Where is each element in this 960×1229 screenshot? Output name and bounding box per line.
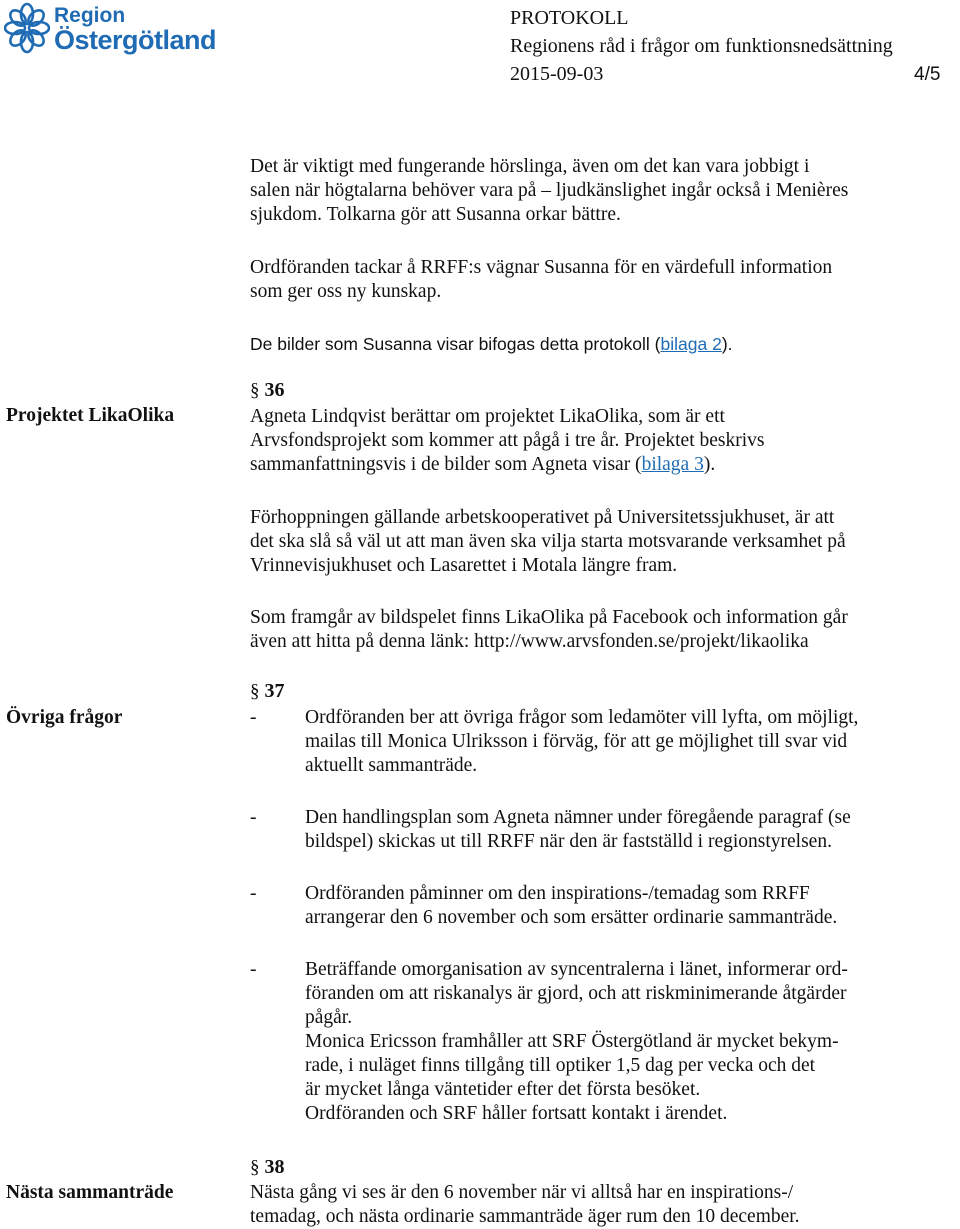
text-line: rade, i nuläget finns tillgång till optiker 1,5 dag per vecka och det [305, 1055, 816, 1076]
page-number: 4/5 [914, 64, 941, 85]
section-symbol: § [250, 380, 260, 401]
section-symbol: § [250, 1157, 260, 1178]
text-line: Vrinnevisjukhuset och Lasarettet i Motala längre fram. [250, 555, 678, 576]
text-line: temadag, och nästa ordinarie sammanträde äger rum den 10 december. [250, 1206, 800, 1227]
text-line: sammanfattningsvis i de bilder som Agneta visar (bilaga 3). [250, 454, 716, 475]
region-logo [4, 2, 217, 58]
text-line: Den handlingsplan som Agneta nämner under föregående paragraf (se [305, 807, 851, 828]
text-line: Ordföranden tackar å RRFF:s vägnar Susanna för en värdefull information [250, 257, 833, 278]
section-heading: Nästa sammanträde [6, 1182, 174, 1203]
section-heading: Övriga frågor [6, 707, 123, 728]
text-line: Det är viktigt med fungerande hörslinga, även om det kan vara jobbigt i [250, 156, 810, 177]
text-line: aktuellt sammanträde. [305, 755, 478, 776]
text-line: som ger oss ny kunskap. [250, 281, 442, 302]
text-line: Ordföranden påminner om den inspirations-/temadag som RRFF [305, 883, 810, 904]
attachment-link-bilaga-2[interactable]: bilaga 2 [660, 334, 722, 354]
list-item [305, 806, 960, 854]
text-line: pågår. [305, 1007, 353, 1028]
paragraph [250, 1181, 960, 1229]
list-item [305, 958, 960, 1126]
text-line: Ordföranden och SRF håller fortsatt kontakt i ärendet. [305, 1103, 728, 1124]
text-line: bildspel) skickas ut till RRFF när den är fastställd i regionstyrelsen. [305, 831, 832, 852]
text-line: Nästa gång vi ses är den 6 november när vi alltså har en inspirations-/ [250, 1182, 794, 1203]
text-line: Ordföranden ber att övriga frågor som ledamöter vill lyfta, om möjligt, [305, 707, 859, 728]
list-item [305, 882, 960, 930]
paragraph [250, 606, 960, 654]
text-line: mailas till Monica Ulriksson i förväg, för att ge möjlighet till svar vid [305, 731, 848, 752]
text-line: salen när högtalarna behöver vara på – ljudkänslighet ingår också i Menières [250, 180, 849, 201]
section-heading: Projektet LikaOlika [6, 405, 175, 426]
text-line: Monica Ericsson framhåller att SRF Östergötland är mycket bekym- [305, 1031, 839, 1052]
committee-name: Regionens råd i frågor om funktionsnedsättning [510, 35, 893, 57]
text-line: det ska slå så väl ut att man även ska vilja starta motsvarande verksamhet på [250, 531, 846, 552]
logo-line-2: Östergötland [54, 25, 217, 55]
list-bullet: - [250, 883, 257, 904]
paragraph [250, 405, 960, 477]
text-line: arrangerar den 6 november och som ersätter ordinarie sammanträde. [305, 907, 838, 928]
section-number: § 37 [250, 680, 285, 702]
list-bullet: - [250, 807, 257, 828]
text-line: Agneta Lindqvist berättar om projektet LikaOlika, som är ett [250, 406, 725, 427]
paragraph [250, 506, 960, 578]
text-line: även att hitta på denna länk: http://www.arvsfonden.se/projekt/likaolika [250, 631, 809, 652]
logo-line-1: Region [54, 4, 126, 27]
list-item [305, 706, 960, 778]
text-line: Som framgår av bildspelet finns LikaOlika på Facebook och information går [250, 607, 848, 628]
text-line: sjukdom. Tolkarna gör att Susanna orkar bättre. [250, 204, 621, 225]
paragraph [250, 155, 960, 227]
paragraph [250, 256, 960, 304]
attachment-link-bilaga-3[interactable]: bilaga 3 [641, 454, 704, 475]
document-title: PROTOKOLL [510, 7, 629, 29]
list-bullet: - [250, 707, 257, 728]
flower-logo-icon [4, 2, 50, 54]
paragraph: De bilder som Susanna visar bifogas detta protokoll (bilaga 2). [250, 334, 733, 354]
meeting-date: 2015-09-03 [510, 63, 604, 85]
list-bullet: - [250, 959, 257, 980]
text-line: föranden om att riskanalys är gjord, och att riskminimerande åtgärder [305, 983, 847, 1004]
section-number: § 36 [250, 379, 285, 401]
section-number: § 38 [250, 1156, 285, 1178]
text-line: Beträffande omorganisation av syncentralerna i länet, informerar ord- [305, 959, 848, 980]
section-symbol: § [250, 681, 260, 702]
text-line: Förhoppningen gällande arbetskooperativet på Universitetssjukhuset, är att [250, 507, 835, 528]
text-line: är mycket långa väntetider efter det första besöket. [305, 1079, 701, 1100]
text-line: Arvsfondsprojekt som kommer att pågå i tre år. Projektet beskrivs [250, 430, 765, 451]
